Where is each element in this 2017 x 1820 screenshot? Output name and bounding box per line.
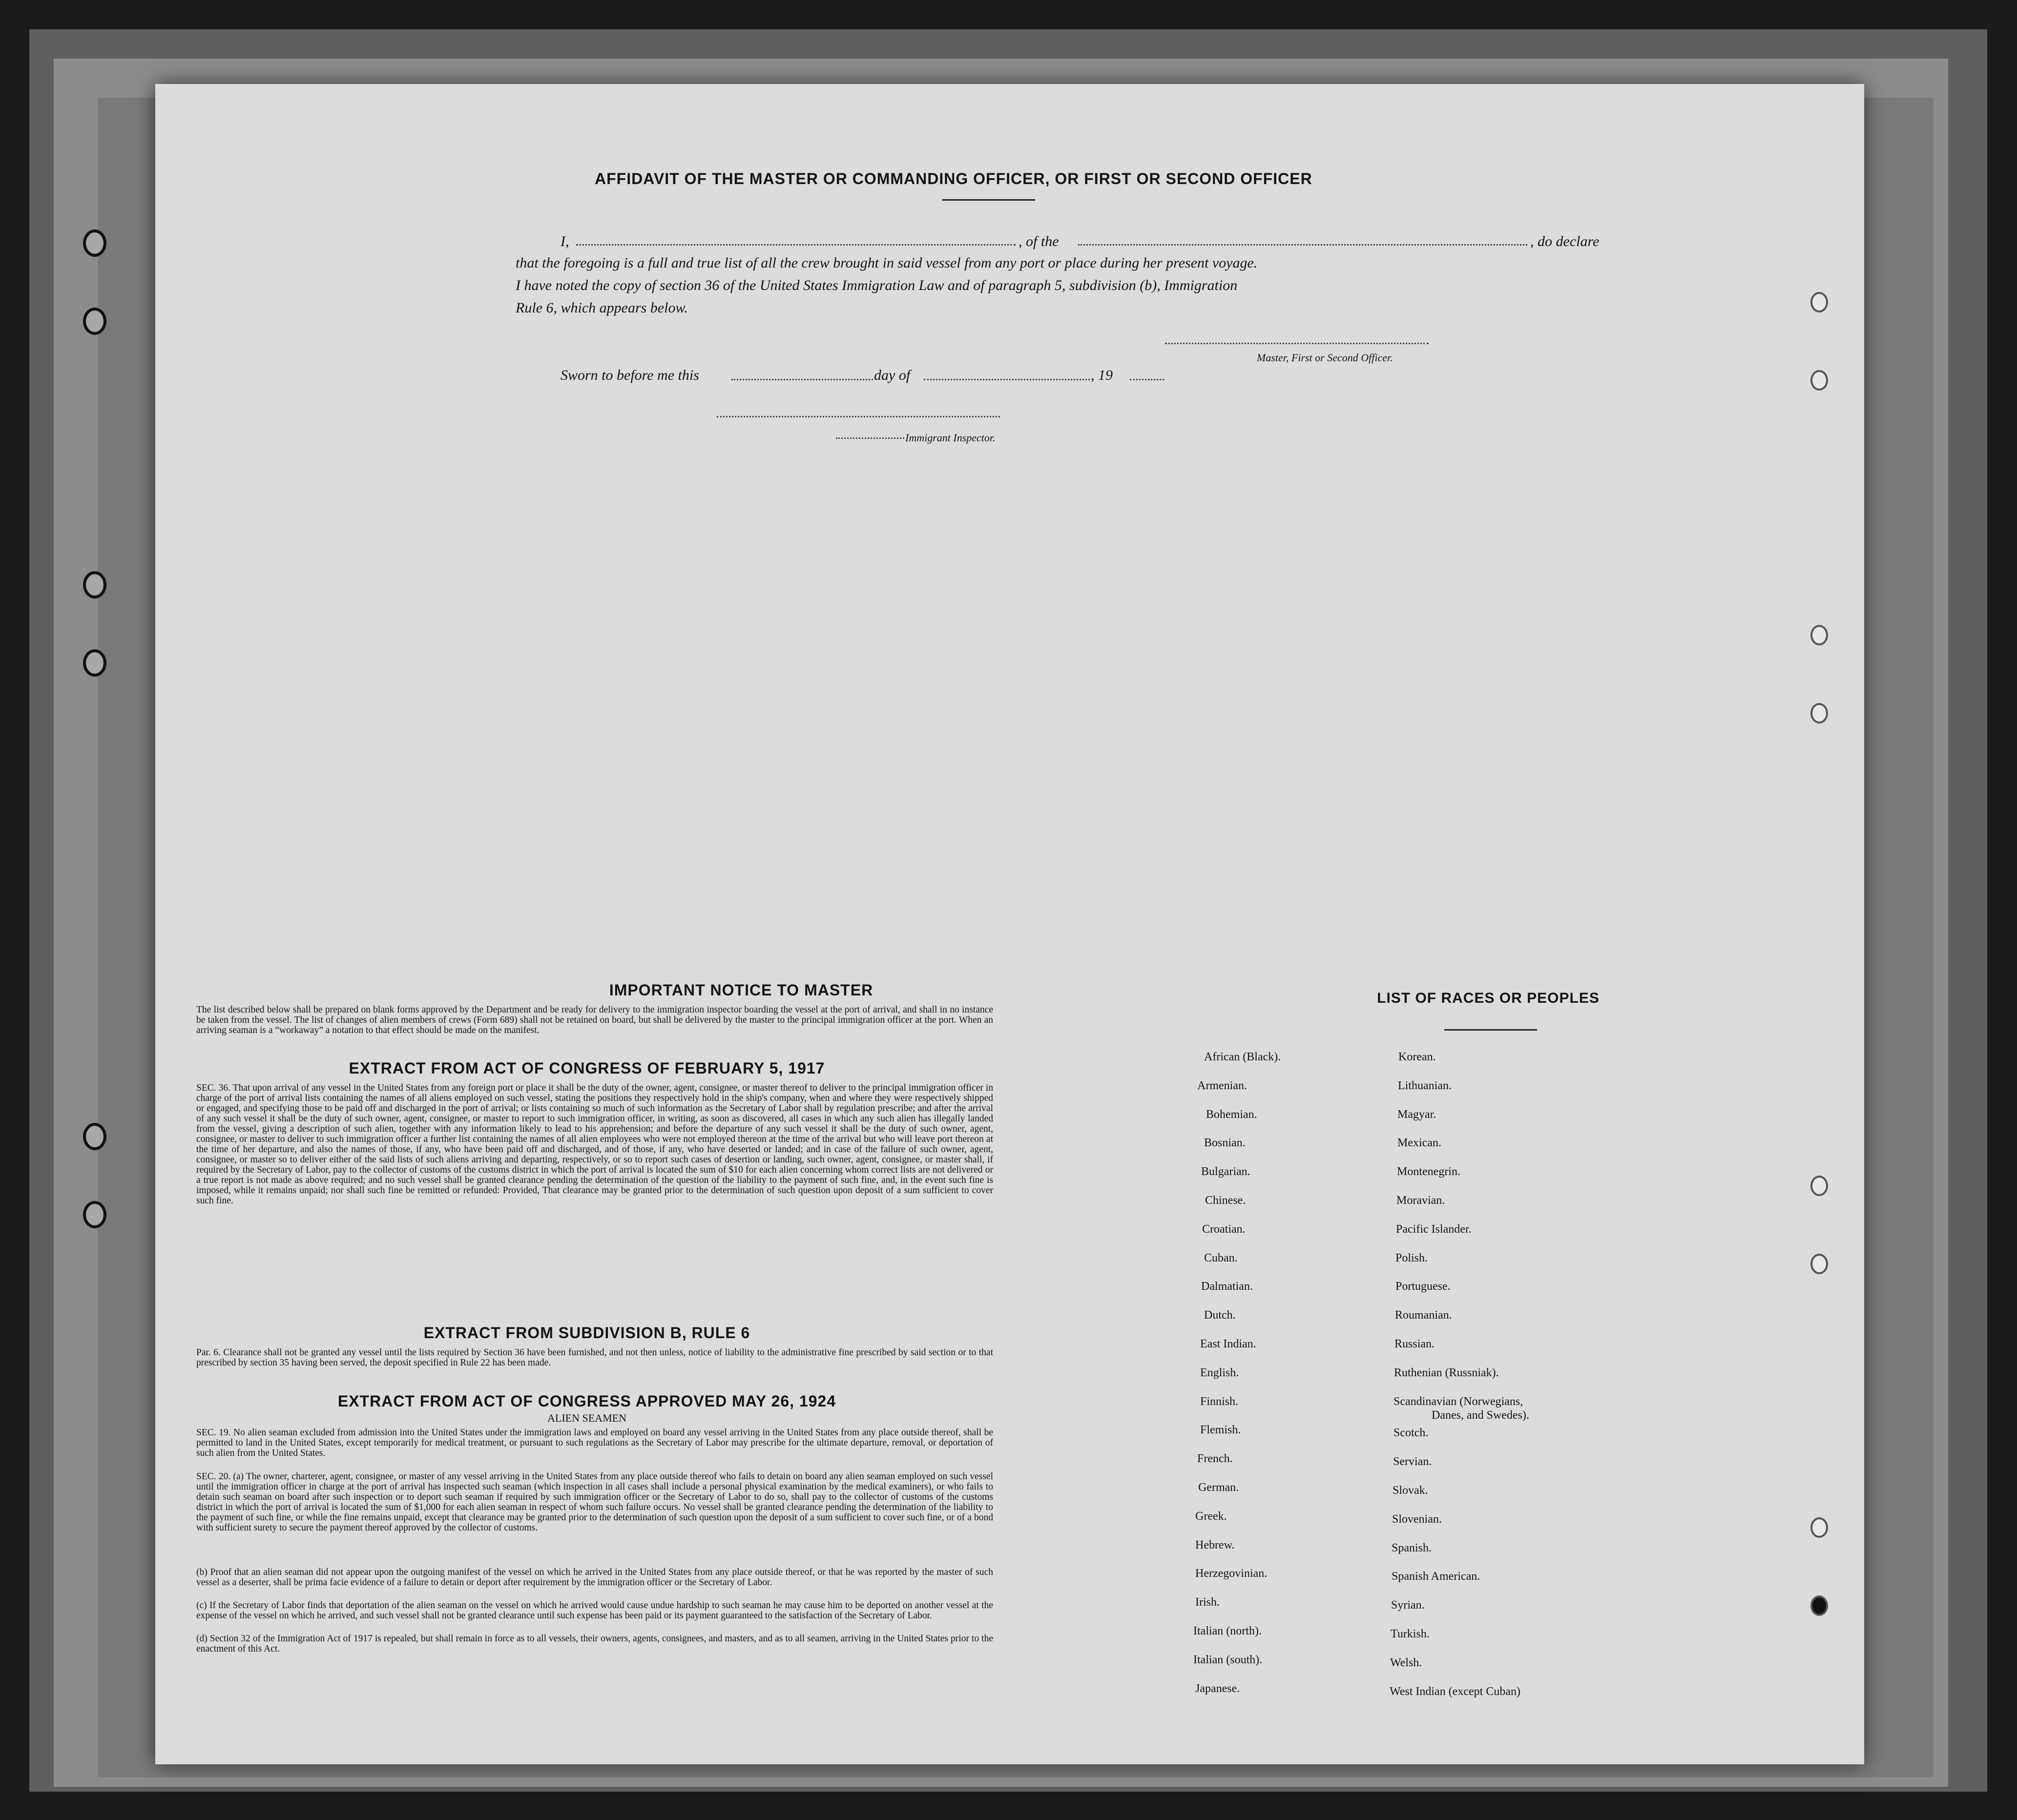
binder-hole (83, 571, 106, 599)
race-item: Finnish. (1200, 1395, 1239, 1408)
master-signature-blank[interactable] (1165, 343, 1429, 344)
extract-1924-title: EXTRACT FROM ACT OF CONGRESS APPROVED MAY 26, 1924 (337, 1392, 836, 1410)
race-item: Servian. (1393, 1455, 1432, 1468)
race-item: Spanish American. (1392, 1570, 1480, 1583)
affidavit-of-the-label: , of the (1019, 233, 1059, 249)
race-item: Lithuanian. (1398, 1079, 1452, 1092)
vessel-blank[interactable] (1078, 244, 1527, 246)
race-item: Croatian. (1202, 1222, 1246, 1236)
race-item: Pacific Islander. (1396, 1222, 1472, 1236)
extract-1924-sec20a: SEC. 20. (a) The owner, charterer, agent, consignee, or master of any vessel arriving in the United States from any place outside thereof who fails to detain on board any alien seaman employed on such vessel until the immigration officer in charge at the port of arrival has inspected such seaman (which inspection in all cases shall include a personal physical examination by the medical examiners), or who fails to detain such seaman on board after such inspection or to deport such seaman if required by such immigration officer or the Secretary of Labor to do so, shall pay to the collector of customs of the customs district in which the port of arrival is located the sum of $1,000 for each alien seaman in respect of whom such failure occurs. No vessel shall be granted clearance pending the determination of the liability to the payment of such fine, or while the fine remains unpaid, except that clearance may be granted prior to the determination of such question upon the deposit of a sum sufficient to cover such fine, or of a bond with sufficient surety to secure the payment thereof approved by the collector of customs. (196, 1471, 993, 1533)
race-item: Bulgarian. (1201, 1165, 1250, 1179)
race-item: Chinese. (1205, 1194, 1246, 1207)
race-item: Greek. (1195, 1510, 1227, 1523)
inspector-caption: Immigrant Inspector. (905, 432, 996, 444)
race-item: Spanish. (1392, 1541, 1432, 1554)
binder-hole (83, 308, 106, 335)
race-item: Scandinavian (Norwegians, (1393, 1395, 1523, 1408)
race-item: Slovak. (1393, 1484, 1428, 1497)
race-item: Bosnian. (1204, 1137, 1246, 1150)
affidavit-title: AFFIDAVIT OF THE MASTER OR COMMANDING OFFICER, OR FIRST OR SECOND OFFICER (595, 170, 1312, 187)
race-item: Turkish. (1391, 1628, 1430, 1640)
race-item: Russian. (1394, 1338, 1435, 1350)
race-item: Scotch. (1393, 1427, 1429, 1440)
affidavit-line-4: Rule 6, which appears below. (516, 300, 688, 316)
binder-hole (1810, 1254, 1828, 1274)
race-item: Japanese. (1195, 1682, 1240, 1695)
race-item: African (Black). (1204, 1051, 1281, 1063)
extract-1924-sec20b: (b) Proof that an alien seaman did not appear upon the outgoing manifest of the vessel on which he arrived in the United States from any place outside thereof, or that he was reported by the master of such vessel as a deserter, shall be prima facie evidence of a failure to detain or deport after requirement by the immigration officer or the Secretary of Labor. (196, 1567, 993, 1588)
race-item: Welsh. (1390, 1656, 1422, 1669)
master-caption: Master, First or Second Officer. (1257, 352, 1393, 364)
title-underline (942, 199, 1035, 201)
affidavit-line-3: I have noted the copy of section 36 of the United States Immigration Law and of paragraph 5, subdivision (b), Immigration (516, 277, 1238, 293)
race-item: Ruthenian (Russniak). (1394, 1366, 1499, 1379)
race-item: Magyar. (1397, 1108, 1436, 1121)
extract-rule6-title: EXTRACT FROM SUBDIVISION B, RULE 6 (423, 1324, 750, 1342)
race-item: Roumanian. (1395, 1309, 1452, 1322)
race-item: Mexican. (1397, 1137, 1441, 1150)
race-item: French. (1197, 1452, 1233, 1466)
binder-hole (1810, 1595, 1828, 1616)
notice-body: The list described below shall be prepared on blank forms approved by the Department and be ready for delivery to the immigration inspector boarding the vessel at the port of arrival, and shall in no instance be taken from the vessel. The list of changes of alien members of crews (Form 689) shall not be retained on board, but shall be delivered by the master to the principal immigration officer at the port. When an arriving seaman is a “workaway” a notation to that effect should be made on the manifest. (196, 1005, 993, 1035)
binder-hole (1810, 625, 1828, 645)
binder-hole (83, 1123, 106, 1150)
extract-1924-sec20d: (d) Section 32 of the Immigration Act of 1917 is repealed, but shall remain in force as to all vessels, their owners, agents, consignees, and masters, and as to all seamen, arriving in the United States prior to the enactment of this Act. (196, 1634, 993, 1654)
binder-hole (1810, 1176, 1828, 1196)
races-title-underline (1444, 1029, 1537, 1031)
race-item: Korean. (1398, 1051, 1436, 1063)
race-item: Syrian. (1391, 1599, 1425, 1612)
race-item: Montenegrin. (1397, 1165, 1460, 1179)
day-of-label: day of (874, 367, 911, 383)
notice-title: IMPORTANT NOTICE TO MASTER (609, 981, 873, 999)
sworn-year-blank[interactable] (1130, 379, 1164, 380)
race-item: Polish. (1395, 1251, 1428, 1264)
race-item: Dalmatian. (1201, 1280, 1253, 1293)
binder-hole (1810, 1517, 1828, 1538)
race-item: Italian (north). (1193, 1625, 1262, 1637)
race-item: Moravian. (1396, 1194, 1445, 1207)
race-item: Slovenian. (1392, 1512, 1442, 1526)
race-item: East Indian. (1200, 1338, 1256, 1350)
sworn-month-blank[interactable] (924, 379, 1090, 380)
race-item: Herzegovinian. (1195, 1567, 1268, 1580)
races-title: LIST OF RACES OR PEOPLES (1377, 990, 1600, 1006)
race-item: West Indian (except Cuban) (1390, 1685, 1520, 1698)
inspector-name-blank[interactable] (836, 437, 904, 439)
extract-1924-sec19: SEC. 19. No alien seaman excluded from admission into the United States under the immigration laws and employed on board any vessel arriving in the United States from any place outside thereof, shall be permitted to land in the United States, except temporarily for medical treatment, or pursuant to such regulations as the Secretary of Labor may prescribe for the ultimate departure, removal, or deportation of such alien from the United States. (196, 1427, 993, 1458)
name-blank[interactable] (576, 244, 1016, 246)
race-item: Irish. (1195, 1596, 1220, 1609)
binder-hole (1810, 292, 1828, 312)
year-prefix: , 19 (1091, 367, 1113, 383)
extract-1917-body: SEC. 36. That upon arrival of any vessel in the United States from any foreign port or place it shall be the duty of the owner, agent, consignee, or master thereof to deliver to the principal immigration officer in charge of the port of arrival lists containing the names of all aliens employed on such vessel, stating the positions they respectively hold in the ship's company, when and where they were respectively shipped or engaged, and specifying those to be paid off and discharged in the port of arrival; or lists containing so much of such information as the Secretary of Labor shall by regulation prescribe; and after the arrival of any such vessel it shall be the duty of such owner, agent, consignee, or master to report to such immigration officer, in writing, as soon as discovered, all cases in which any such alien has illegally landed from the vessel, giving a description of such alien, together with any information likely to lead to his apprehension; and before the departure of any such vessel it shall be the duty of such owner, agent, consignee, or master to deliver to such immigration officer a further list containing the names of all alien employees who were not employed thereon at the time of the arrival but who will leave port thereon at the time of her departure, and also the names of those, if any, who have been paid off and discharged, and of those, if any, who have deserted or landed; and in case of the failure of such owner, agent, consignee, or master so to deliver either of the said lists of such aliens arriving and departing, respectively, or so to report such cases of desertion or landing, such owner, agent, consignee, or master shall, if required by the Secretary of Labor, pay to the collector of customs of the customs district in which the port of arrival is located the sum of $10 for each alien concerning whom correct lists are not delivered or a true report is not made as above required; and no such vessel shall be granted clearance pending the determination of the question of the liability to the payment of such fine, and, in the event such fine is imposed, while it remains unpaid; nor shall such fine be remitted or refunded: Provided, That clearance may be granted prior to the determination of such question upon deposit of a sum sufficient to cover such fine. (196, 1083, 993, 1206)
binder-hole (83, 649, 106, 677)
race-item: Armenian. (1197, 1079, 1247, 1092)
race-item: Danes, and Swedes). (1432, 1409, 1529, 1422)
race-item: Cuban. (1204, 1251, 1238, 1264)
binder-hole (83, 229, 106, 257)
affidavit-declare-label: , do declare (1530, 233, 1600, 249)
sworn-label: Sworn to before me this (561, 367, 699, 383)
binder-hole (1810, 370, 1828, 391)
extract-1924-sec20c: (c) If the Secretary of Labor finds that deportation of the alien seaman on the vessel on which he arrived would cause undue hardship to such seaman he may cause him to be deported on another vessel at the expense of the vessel on which he arrived, and such vessel shall not be granted clearance until such expense has been paid or its payment guaranteed to the satisfaction of the Secretary of Labor. (196, 1600, 993, 1621)
race-item: Italian (south). (1193, 1653, 1263, 1666)
inspector-signature-blank[interactable] (717, 416, 1000, 417)
extract-rule6-body: Par. 6. Clearance shall not be granted any vessel until the lists required by Section 36 have been furnished, and not then unless, notice of liability to the administrative fine prescribed by said section or to that prescribed by section 35 having been served, the deposit specified in Rule 22 has been made. (196, 1347, 993, 1368)
race-item: Portuguese. (1395, 1280, 1451, 1293)
binder-hole (83, 1201, 106, 1228)
race-item: Flemish. (1200, 1424, 1241, 1437)
race-item: Bohemian. (1206, 1108, 1257, 1121)
extract-1924-subtitle: ALIEN SEAMEN (547, 1412, 626, 1424)
binder-hole (1810, 703, 1828, 724)
extract-1917-title: EXTRACT FROM ACT OF CONGRESS OF FEBRUARY 5, 1917 (349, 1059, 825, 1077)
affidavit-i-label: I, (561, 233, 569, 249)
race-item: Hebrew. (1195, 1538, 1235, 1551)
race-item: Dutch. (1204, 1309, 1236, 1322)
race-item: German. (1198, 1481, 1239, 1494)
race-item: English. (1200, 1366, 1239, 1379)
sworn-day-blank[interactable] (731, 379, 873, 380)
affidavit-line-2: that the foregoing is a full and true list of all the crew brought in said vessel from any port or place during her present voyage. (516, 255, 1258, 271)
document-page (155, 84, 1864, 1764)
